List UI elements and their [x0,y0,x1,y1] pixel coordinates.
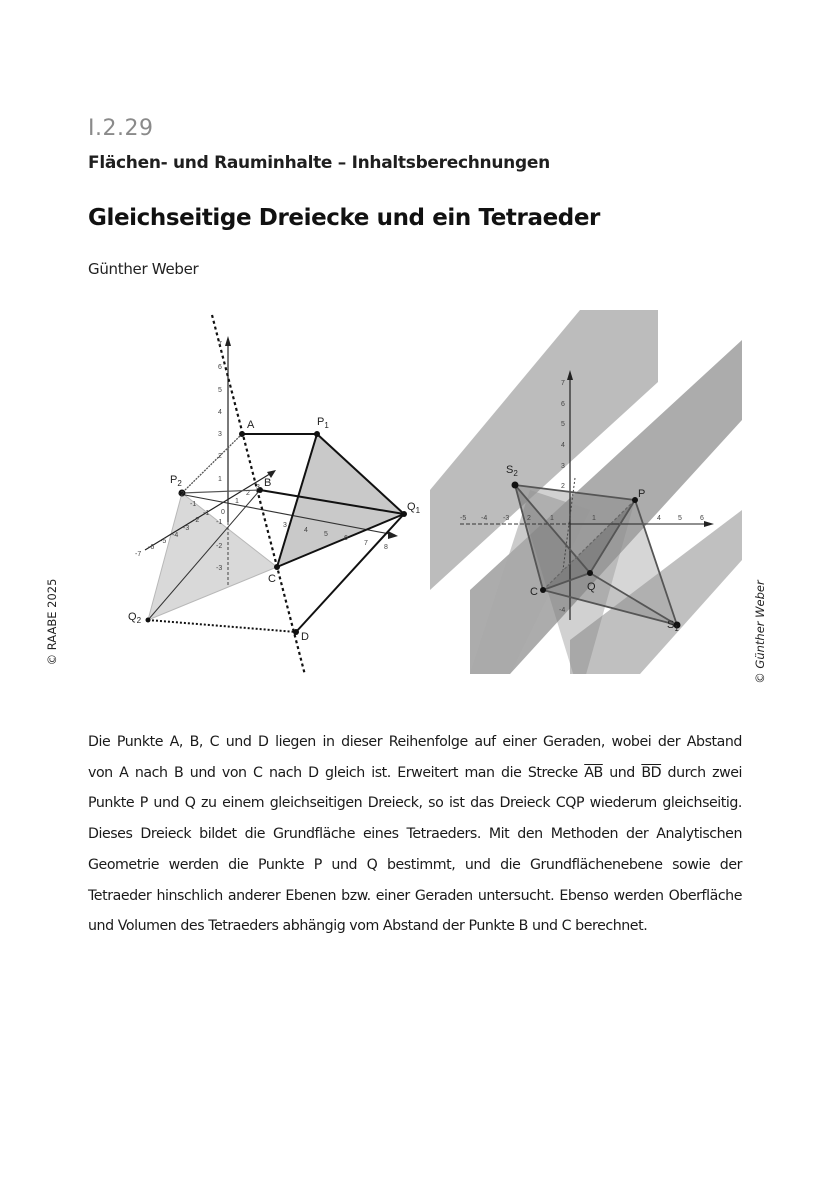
label-c: C [268,573,276,585]
y-tick: -2 [178,491,185,498]
line-a-q2 [182,434,242,493]
z-tick: 5 [218,387,222,394]
z-tick: -1 [216,519,223,526]
construction-svg [120,310,420,680]
point-a [239,431,245,437]
x-tick: 2 [527,515,531,522]
x-tick: -3 [503,515,510,522]
point-p1 [314,431,320,437]
label-q2: $Q_2$ [128,611,142,625]
x-tick: -2 [193,517,200,524]
x-tick: 3 [256,484,260,491]
y-axis-arrow [388,531,398,539]
label-q: Q [587,581,596,593]
x-tick: -7 [135,551,142,558]
label-s1: $S_1$ [667,619,679,633]
text-run: von A nach B und von C nach D gleich ist. Erweitert man die Strecke [88,764,585,781]
figure-construction-diagram [120,310,420,680]
z-tick: 6 [218,364,222,371]
point-c [274,564,280,570]
z-tick: 2 [561,483,565,490]
label-p1: $P_1$ [317,416,329,430]
y-tick: 3 [283,522,287,529]
z-tick: 6 [561,401,565,408]
paragraph-rest: Punkte P und Q zu einem gleichseitigen Dreieck, so ist das Dreieck CQP wiederum gleichseitig. Dieses Dreieck bildet die Grundfläche eines Tetraeders. Mit den Methoden der Analytischen Geometrie werden die Punkte P und Q bestimmt, und die Grundflächenebene sowie der Tetraeder hinschlich anderer Ebenen bzw. einer Geraden untersucht. Ebenso werden Oberfläche und Volumen des Tetraeders abhängig vom Abstand der Punkte B und C berechnet. [88,795,742,935]
z-tick: 3 [218,431,222,438]
author-name: Günther Weber [88,260,199,278]
copyright-author: © Günther Weber [753,580,767,684]
chapter-subtitle: Flächen- und Rauminhalte – Inhaltsberechnungen [88,153,550,173]
copyright-publisher: © RAABE 2025 [45,578,59,666]
label-b: B [264,477,272,489]
z-tick: 5 [561,421,565,428]
z-tick: 3 [561,463,565,470]
segment-bd: $\overline{BD}$ [641,764,662,781]
z-axis-arrow [225,336,231,346]
abstract-paragraph [88,727,742,942]
x-tick: -5 [160,538,167,545]
y-tick: 7 [364,540,368,547]
x-tick: 5 [678,515,682,522]
origin-label: 0 [221,509,225,516]
label-a: A [247,419,255,431]
x-tick: -6 [148,544,155,551]
x-tick: 4 [657,515,661,522]
x-tick: 1 [235,498,239,505]
tetrahedron-svg [430,310,742,674]
x-tick: -4 [172,532,179,539]
label-s2: $S_2$ [506,464,518,478]
point-q2 [146,618,151,623]
y-tick: 4 [304,527,308,534]
label-d: D [301,631,309,643]
z-tick: 4 [218,409,222,416]
paragraph-line-1: Die Punkte A, B, C und D liegen in dieser Reihenfolge auf einer Geraden, wobei der Abstand [88,734,742,750]
label-c: C [530,586,538,598]
x-tick: -5 [460,515,467,522]
y-tick: -1 [190,501,197,508]
figure-tetrahedron-3d [430,310,742,674]
point-d [293,629,299,635]
y-tick: 8 [384,544,388,551]
z-tick: -4 [559,607,566,614]
text-run: durch zwei [661,764,742,781]
label-p: P [638,488,646,500]
x-tick: -3 [183,525,190,532]
z-tick: 7 [561,380,565,387]
text-run: und [602,764,642,781]
y-tick: 6 [344,535,348,542]
paragraph-line-2 [88,758,742,789]
x-tick: 6 [700,515,704,522]
segment-ab: $\overline{AB}$ [584,764,603,781]
x-tick: -4 [481,515,488,522]
x-tick: 1 [550,515,554,522]
section-number: I.2.29 [88,116,154,141]
triangle-p2-q2-c [148,493,277,620]
label-p2: $P_2$ [170,474,182,488]
z-tick: -3 [216,565,223,572]
point-s2 [512,482,519,489]
z-tick: 1 [218,476,222,483]
x-tick: 1 [592,515,596,522]
x-tick: 2 [246,490,250,497]
point-q [587,570,593,576]
z-tick: -2 [216,543,223,550]
y-tick: 5 [324,531,328,538]
x-tick: -1 [203,510,210,517]
label-q1: $Q_1$ [407,501,420,515]
point-c [540,587,546,593]
z-tick: 7 [218,341,222,348]
z-tick: 4 [561,442,565,449]
z-tick: 2 [218,453,222,460]
segment-q2-d [148,620,296,632]
page-title: Gleichseitige Dreiecke und ein Tetraeder [88,205,600,231]
